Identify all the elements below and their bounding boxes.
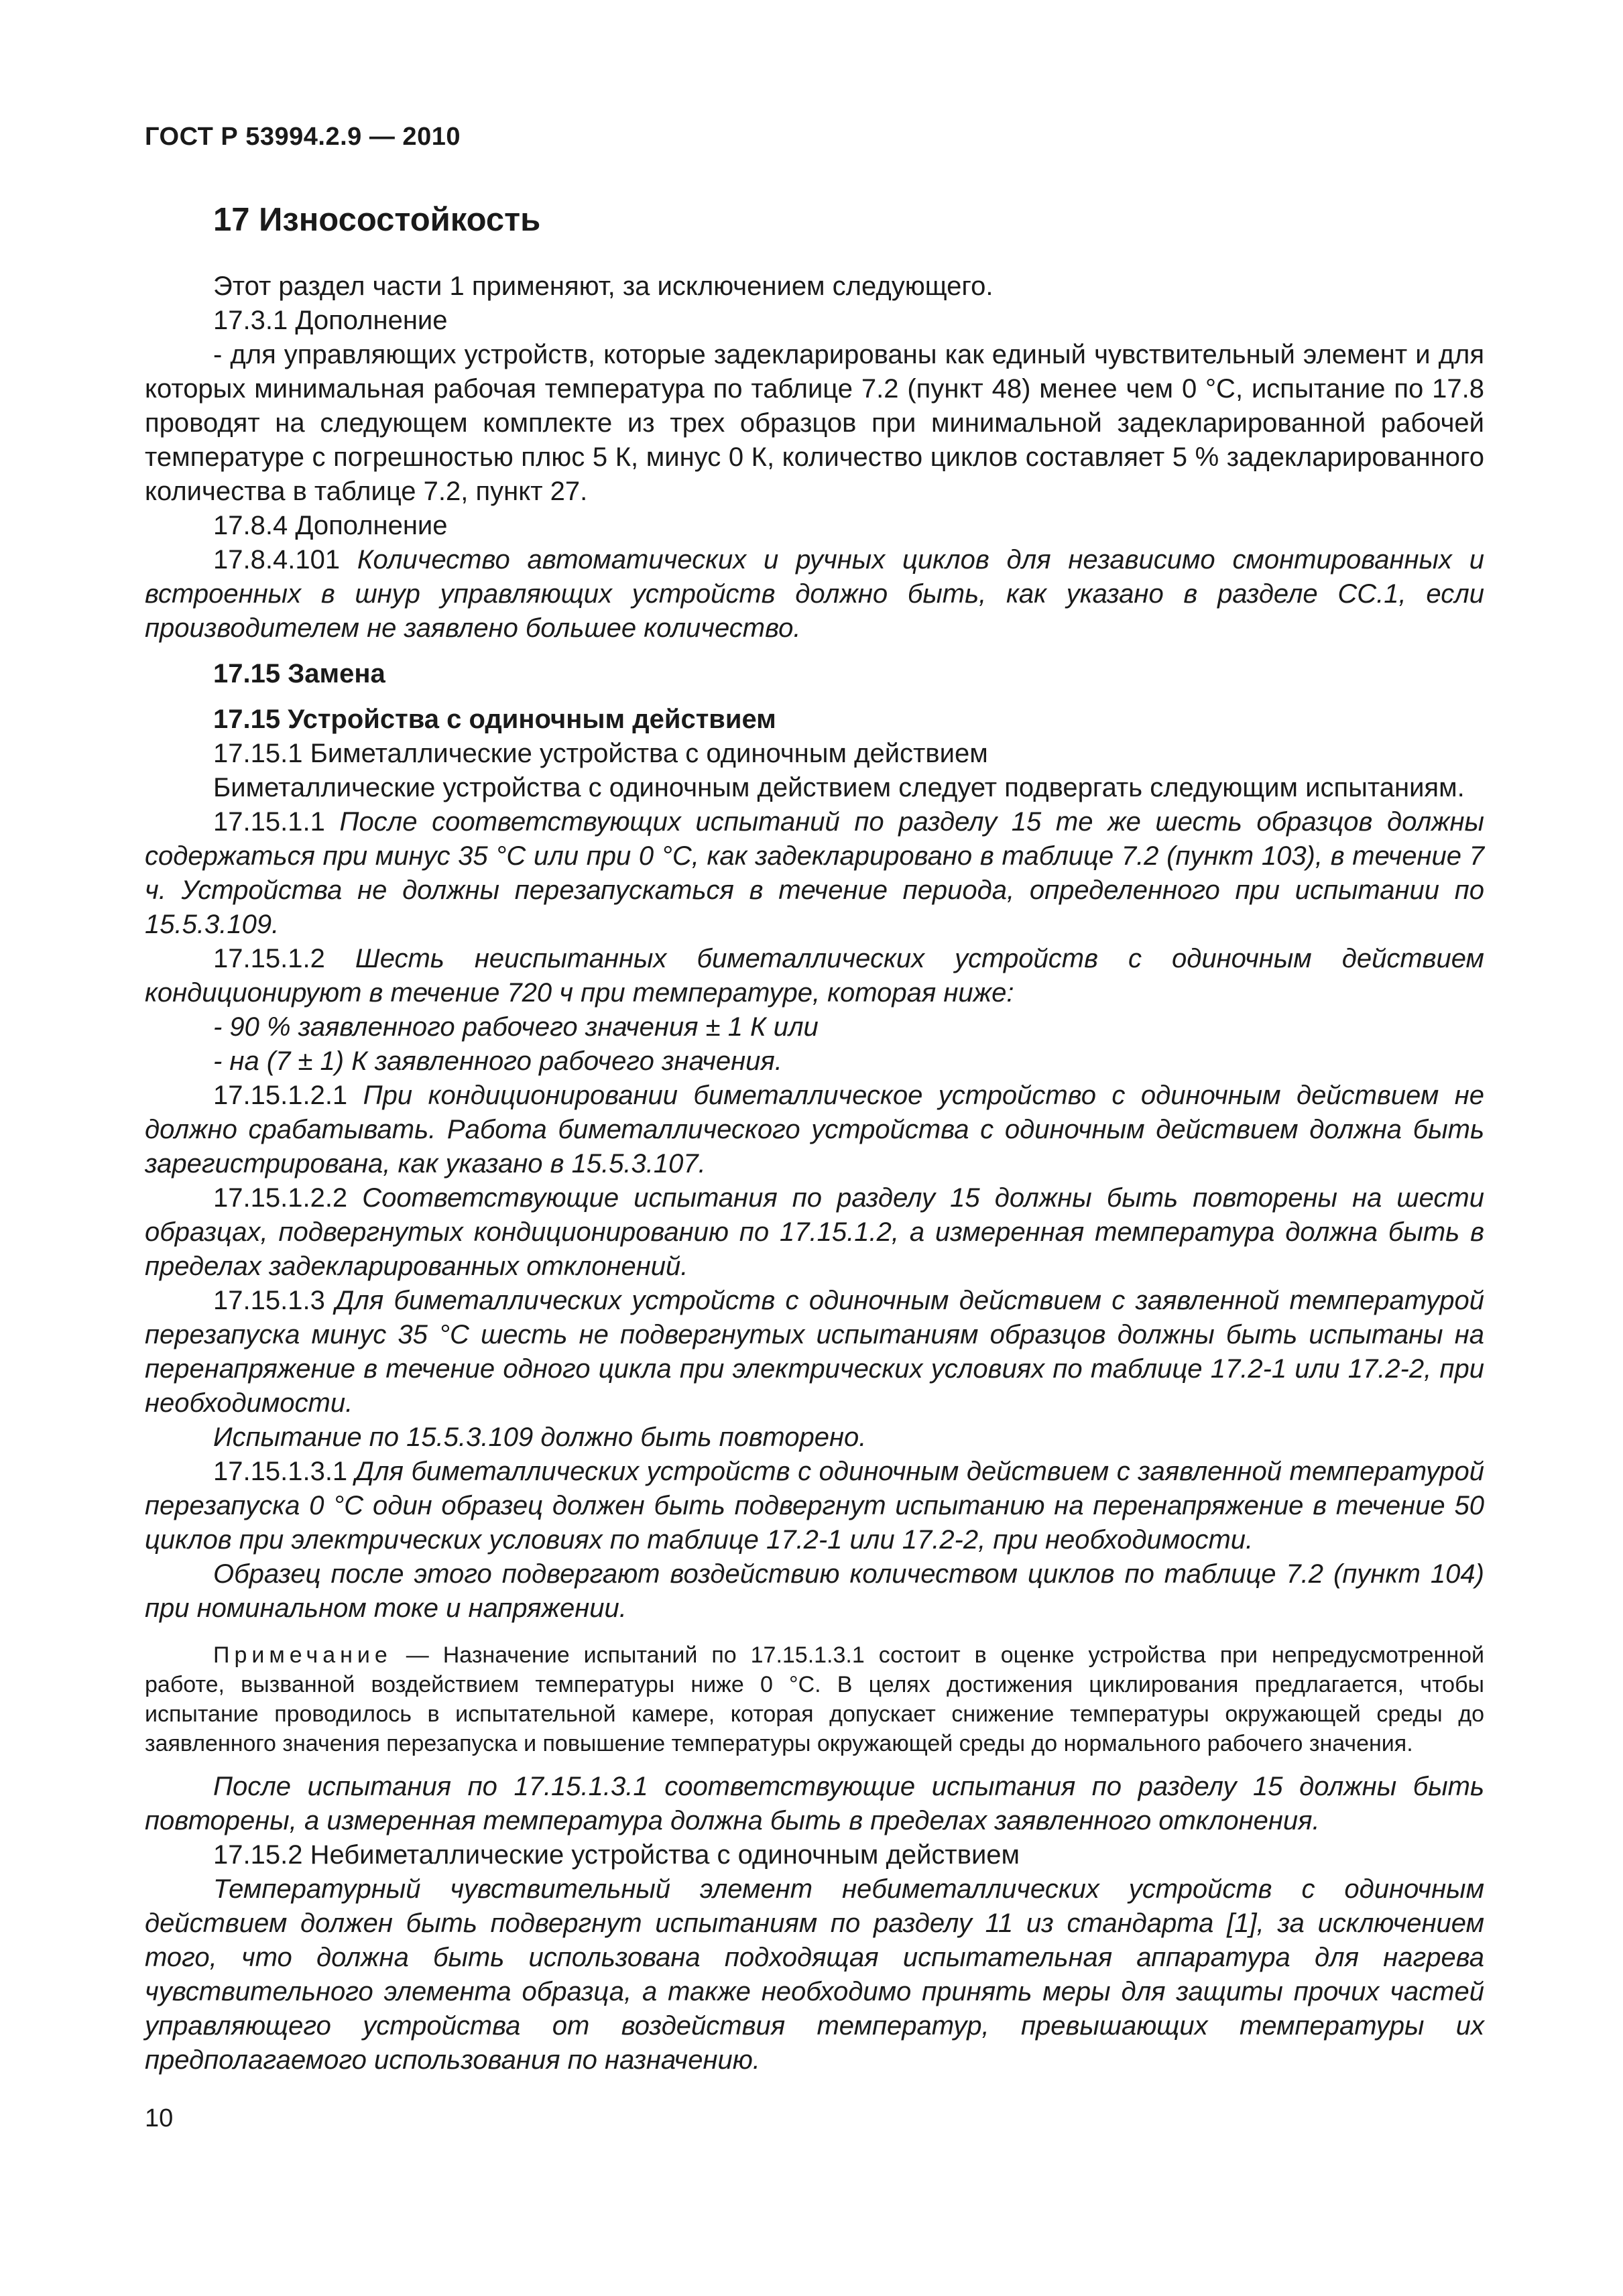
paragraph: [145, 805, 1484, 942]
clause-text: Для биметаллических устройств с одиночным действием с заявленной температурой перезапуска минус 35 °С шесть не подвергнутых испытаниям образцов должны быть испытаны на перенапряжение в течение одного цикла при электрических условиях по таблице 17.2-1 или 17.2-2, при необходимости.: [145, 1286, 1484, 1418]
paragraph: [145, 942, 1484, 1010]
paragraph: Этот раздел части 1 применяют, за исключением следующего.: [213, 271, 994, 301]
paragraph: 17.8.4 Дополнение: [213, 511, 448, 540]
section-title: 17 Износостойкость: [213, 202, 541, 238]
list-item: - 90 % заявленного рабочего значения ± 1 К или: [213, 1012, 819, 1042]
document-header: ГОСТ Р 53994.2.9 — 2010: [145, 123, 461, 151]
paragraph: [145, 543, 1484, 646]
clause-text: Для биметаллических устройств с одиночным действием с заявленной температурой перезапуска 0 °С один образец должен быть подвергнут испытанию на перенапряжение в течение 50 циклов при электрических условиях по таблице 17.2-1 или 17.2-2, при необходимости.: [145, 1457, 1484, 1555]
clause-text: При кондиционировании биметаллическое устройство с одиночным действием не должно срабатывать. Работа биметаллического устройства с одиночным действием должна быть зарегистрирована, как указано в 15.5.3.107.: [145, 1081, 1484, 1179]
clause-number: 17.15.1.1: [213, 807, 325, 837]
paragraph: 17.15.1 Биметаллические устройства с одиночным действием: [213, 739, 988, 768]
clause-number: 17.15.1.2.2: [213, 1183, 348, 1213]
note: [145, 1640, 1484, 1758]
clause-text: Соответствующие испытания по разделу 15 должны быть повторены на шести образцах, подвергнутых кондиционированию по 17.15.1.2, а измеренная температура должна быть в пределах задекларированных отклонений.: [145, 1183, 1484, 1281]
clause-number: 17.15.1.3.1: [213, 1457, 348, 1486]
page-number: 10: [145, 2104, 174, 2132]
clause-text: Количество автоматических и ручных циклов для независимо смонтированных и встроенных в шнур управляющих устройств должно быть, как указано в разделе СС.1, если производителем не заявлено большее количество.: [145, 545, 1484, 643]
note-label: Примечание: [213, 1642, 392, 1668]
subsection-heading: 17.15 Замена: [213, 659, 385, 688]
clause-number: 17.8.4.101: [213, 545, 341, 575]
clause-number: 17.15.1.3: [213, 1286, 325, 1315]
paragraph: [145, 1455, 1484, 1557]
clause-number: 17.15.1.2.1: [213, 1081, 348, 1110]
list-item: - на (7 ± 1) К заявленного рабочего значения.: [213, 1046, 782, 1076]
note-text: — Назначение испытаний по 17.15.1.3.1 состоит в оценке устройства при непредусмотренной работе, вызванной воздействием температуры ниже 0 °С. В целях достижения циклирования предлагается, чтобы испытание проводилось в испытательной камере, которая допускает снижение температуры окружающей среды до заявленного значения перезапуска и повышение температуры окружающей среды до нормального рабочего значения.: [145, 1642, 1484, 1756]
clause-text: Шесть неиспытанных биметаллических устройств с одиночным действием кондиционируют в течение 720 ч при температуре, которая ниже:: [145, 944, 1484, 1008]
paragraph: - для управляющих устройств, которые задекларированы как единый чувствительный элемент и для которых минимальная рабочая температура по таблице 7.2 (пункт 48) менее чем 0 °С, испытание по 17.8 проводят на следующем комплекте из трех образцов при минимальной задекларированной рабочей температуре с погрешностью плюс 5 К, минус 0 К, количество циклов составляет 5 % задекларированного количества в таблице 7.2, пункт 27.: [145, 340, 1484, 506]
paragraph: 17.15.2 Небиметаллические устройства с одиночным действием: [213, 1840, 1020, 1870]
paragraph: Биметаллические устройства с одиночным действием следует подвергать следующим испытаниям.: [213, 773, 1465, 802]
paragraph: Образец после этого подвергают воздействию количеством циклов по таблице 7.2 (пункт 104) при номинальном токе и напряжении.: [145, 1559, 1484, 1623]
paragraph: 17.3.1 Дополнение: [213, 306, 448, 335]
paragraph: [145, 1079, 1484, 1181]
paragraph: [145, 1181, 1484, 1284]
clause-text: После соответствующих испытаний по разделу 15 те же шесть образцов должны содержаться при минус 35 °С или при 0 °С, как задекларировано в таблице 7.2 (пункт 103), в течение 7 ч. Устройства не должны перезапускаться в течение периода, определенного при испытании по 15.5.3.109.: [145, 807, 1484, 939]
paragraph: Испытание по 15.5.3.109 должно быть повторено.: [213, 1423, 867, 1452]
paragraph: Температурный чувствительный элемент небиметаллических устройств с одиночным действием должен быть подвергнут испытаниям по разделу 11 из стандарта [1], за исключением того, что должна быть использована подходящая испытательная аппаратура для нагрева чувствительного элемента образца, а также необходимо принять меры для защиты прочих частей управляющего устройства от воздействия температур, превышающих температуры их предполагаемого использования по назначению.: [145, 1874, 1484, 2075]
clause-number: 17.15.1.2: [213, 944, 325, 973]
document-body: [145, 269, 1484, 2077]
subsection-heading: 17.15 Устройства с одиночным действием: [213, 705, 776, 734]
paragraph: [145, 1284, 1484, 1421]
paragraph: После испытания по 17.15.1.3.1 соответствующие испытания по разделу 15 должны быть повторены, а измеренная температура должна быть в пределах заявленного отклонения.: [145, 1772, 1484, 1835]
